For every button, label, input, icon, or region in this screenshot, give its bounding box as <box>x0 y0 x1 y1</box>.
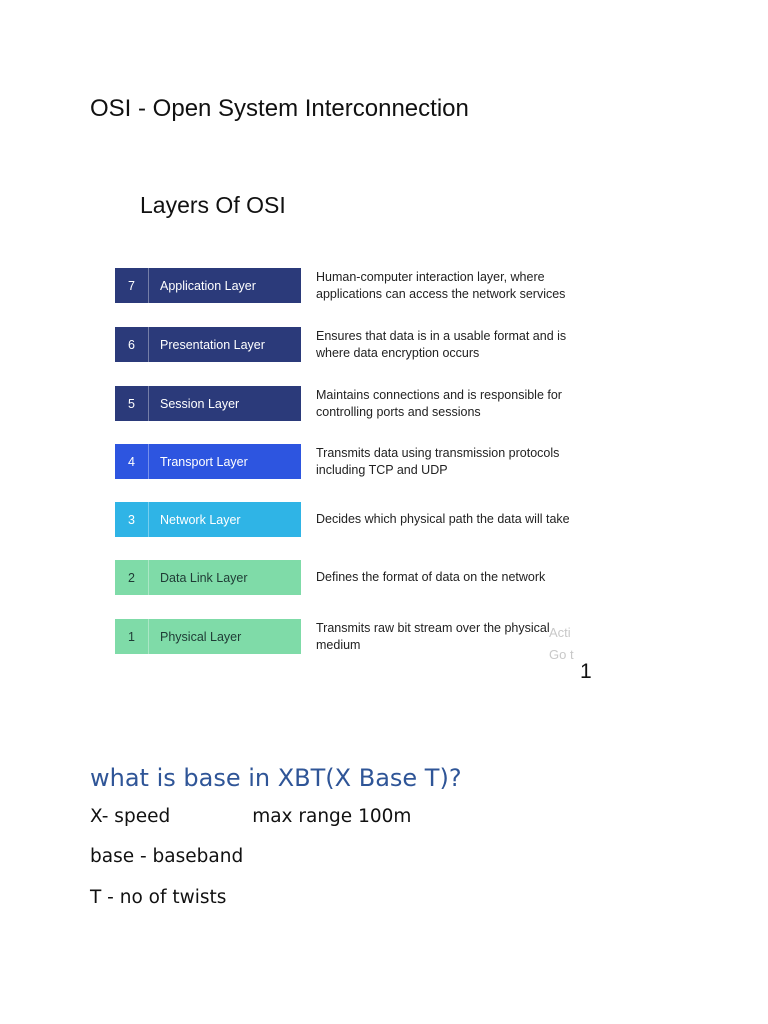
text-line-speed <box>90 806 411 827</box>
layer-number: 4 <box>115 444 149 479</box>
layer-row <box>115 444 590 479</box>
layer-row <box>115 268 590 303</box>
layer-row <box>115 619 590 654</box>
layer-name: Data Link Layer <box>160 570 248 585</box>
page-number: 1 <box>580 660 592 683</box>
layer-box <box>115 268 301 303</box>
layer-name: Physical Layer <box>160 629 242 644</box>
layer-number: 1 <box>115 619 149 654</box>
layer-box <box>115 502 301 537</box>
layer-number: 2 <box>115 560 149 595</box>
layer-name: Transport Layer <box>160 454 248 469</box>
layer-name: Presentation Layer <box>160 337 265 352</box>
layer-row <box>115 327 590 362</box>
layer-number: 7 <box>115 268 149 303</box>
layer-name: Application Layer <box>160 278 256 293</box>
layer-number: 3 <box>115 502 149 537</box>
page-title: OSI - Open System Interconnection <box>90 95 469 122</box>
layer-row <box>115 502 590 537</box>
layer-description: Transmits data using transmission protocols including TCP and UDP <box>316 445 560 477</box>
layer-box <box>115 386 301 421</box>
layer-box <box>115 327 301 362</box>
layer-name: Session Layer <box>160 396 240 411</box>
layer-description: Transmits raw bit stream over the physical medium <box>316 620 550 652</box>
text-line-base: base - baseband <box>90 846 244 867</box>
range-text: max range 100m <box>252 806 412 827</box>
layer-description: Ensures that data is in a usable format and is where data encryption occurs <box>316 328 567 360</box>
layer-box <box>115 444 301 479</box>
layer-description: Defines the format of data on the network <box>316 570 546 584</box>
speed-text: X- speed <box>90 806 171 827</box>
activation-watermark-line1: Acti <box>549 625 571 640</box>
layer-number: 5 <box>115 386 149 421</box>
layer-box <box>115 619 301 654</box>
text-line-twists: T - no of twists <box>90 887 227 908</box>
layer-description: Maintains connections and is responsible for controlling ports and sessions <box>316 387 562 419</box>
layer-box <box>115 560 301 595</box>
layer-number: 6 <box>115 327 149 362</box>
layer-description: Decides which physical path the data will take <box>316 512 570 526</box>
section-subtitle: Layers Of OSI <box>140 192 286 218</box>
layer-row <box>115 386 590 421</box>
layer-description: Human-computer interaction layer, where applications can access the network services <box>316 269 566 301</box>
layer-name: Network Layer <box>160 512 241 527</box>
layer-row <box>115 560 590 595</box>
activation-watermark-line2: Go t <box>549 647 574 662</box>
section-heading: what is base in XBT(X Base T)? <box>90 764 462 792</box>
